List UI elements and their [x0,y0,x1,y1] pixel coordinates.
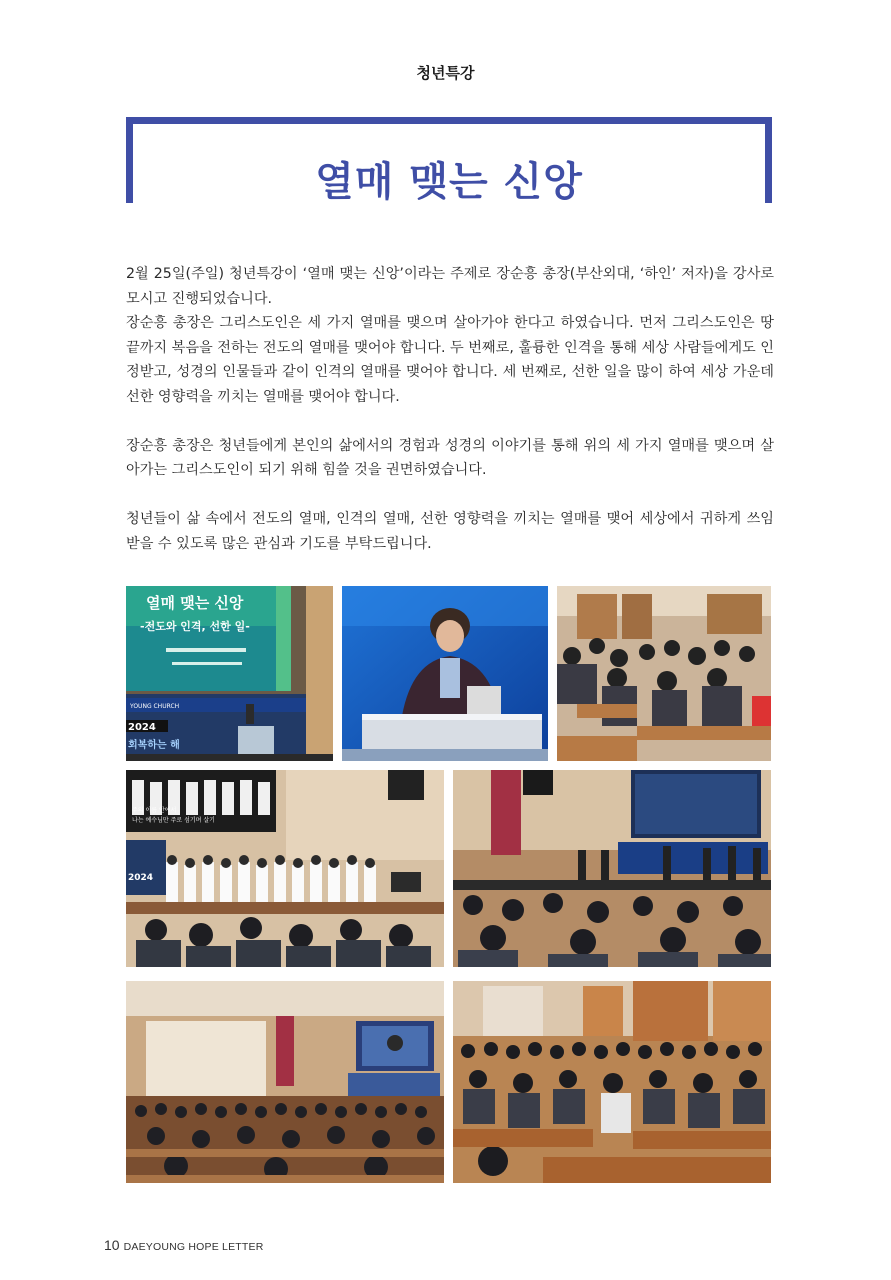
photo-audience-rows [453,981,771,1183]
slide-year: 2024 [128,722,156,733]
photo-lecture-slide [126,586,333,761]
paragraph-intro: 2월 25일(주일) 청년특강이 ‘열매 맺는 신앙’이라는 주제로 장순흥 총장(부산외대, ‘하인’ 저자)을 강사로 모시고 진행되었습니다. [126,266,774,307]
paragraph-three-fruits: 장순흥 총장은 그리스도인은 세 가지 열매를 맺으며 살아가야 한다고 하였습니다. 먼저 그리스도인은 땅 끝까지 복음을 전하는 전도의 열매를 맺어야 합니다. 두 번째로, 훌륭한 인격을 통해 세상 사람들에게도 인정받고, 성경의 인물들과 같이 인격의 열매를 맺어야 합니다. 세 번째로, 선한 일을 많이 하여 세상 가운데 선한 영향력을 끼치는 열매를 맺어야 합니다. [126,315,774,405]
article-title: 열매 맺는 신앙 [315,159,583,205]
magazine-name: DAEYOUNG HOPE LETTER [123,1241,264,1253]
choir-caption-2: 나는 예수님만 주로 섬기며 살기 [132,817,215,824]
footer [104,1237,264,1253]
photo-worship-team [453,770,771,967]
photo-speaker [342,586,548,761]
paragraph-exhortation: 장순흥 총장은 청년들에게 본인의 삶에서의 경험과 성경의 이야기를 통해 위의 세 가지 열매를 맺으며 살아가는 그리스도인이 되기 위해 힘쓸 것을 권면하였습니다. [126,437,774,478]
slide-subtitle: -전도와 인격, 선한 일- [140,620,250,633]
article-body [126,262,774,556]
page-number: 10 [104,1237,120,1253]
photo-audience-seated [557,586,771,761]
slide-title: 열매 맺는 신앙 [146,594,244,612]
slide-banner: YOUNG CHURCH [130,703,180,710]
section-label: 청년특강 [416,64,475,82]
choir-caption-1: 주의 이름 안에서 [132,807,177,814]
slide-screen-text: 회복하는 해 [128,740,180,751]
photo-sanctuary-wide [126,981,444,1183]
paragraph-prayer-request: 청년들이 삶 속에서 전도의 열매, 인격의 열매, 선한 영향력을 끼치는 열매를 맺어 세상에서 귀하게 쓰임 받을 수 있도록 많은 관심과 기도를 부탁드립니다. [126,511,774,552]
photo-choir [126,770,444,967]
svg-text:2024: 2024 [128,873,154,883]
